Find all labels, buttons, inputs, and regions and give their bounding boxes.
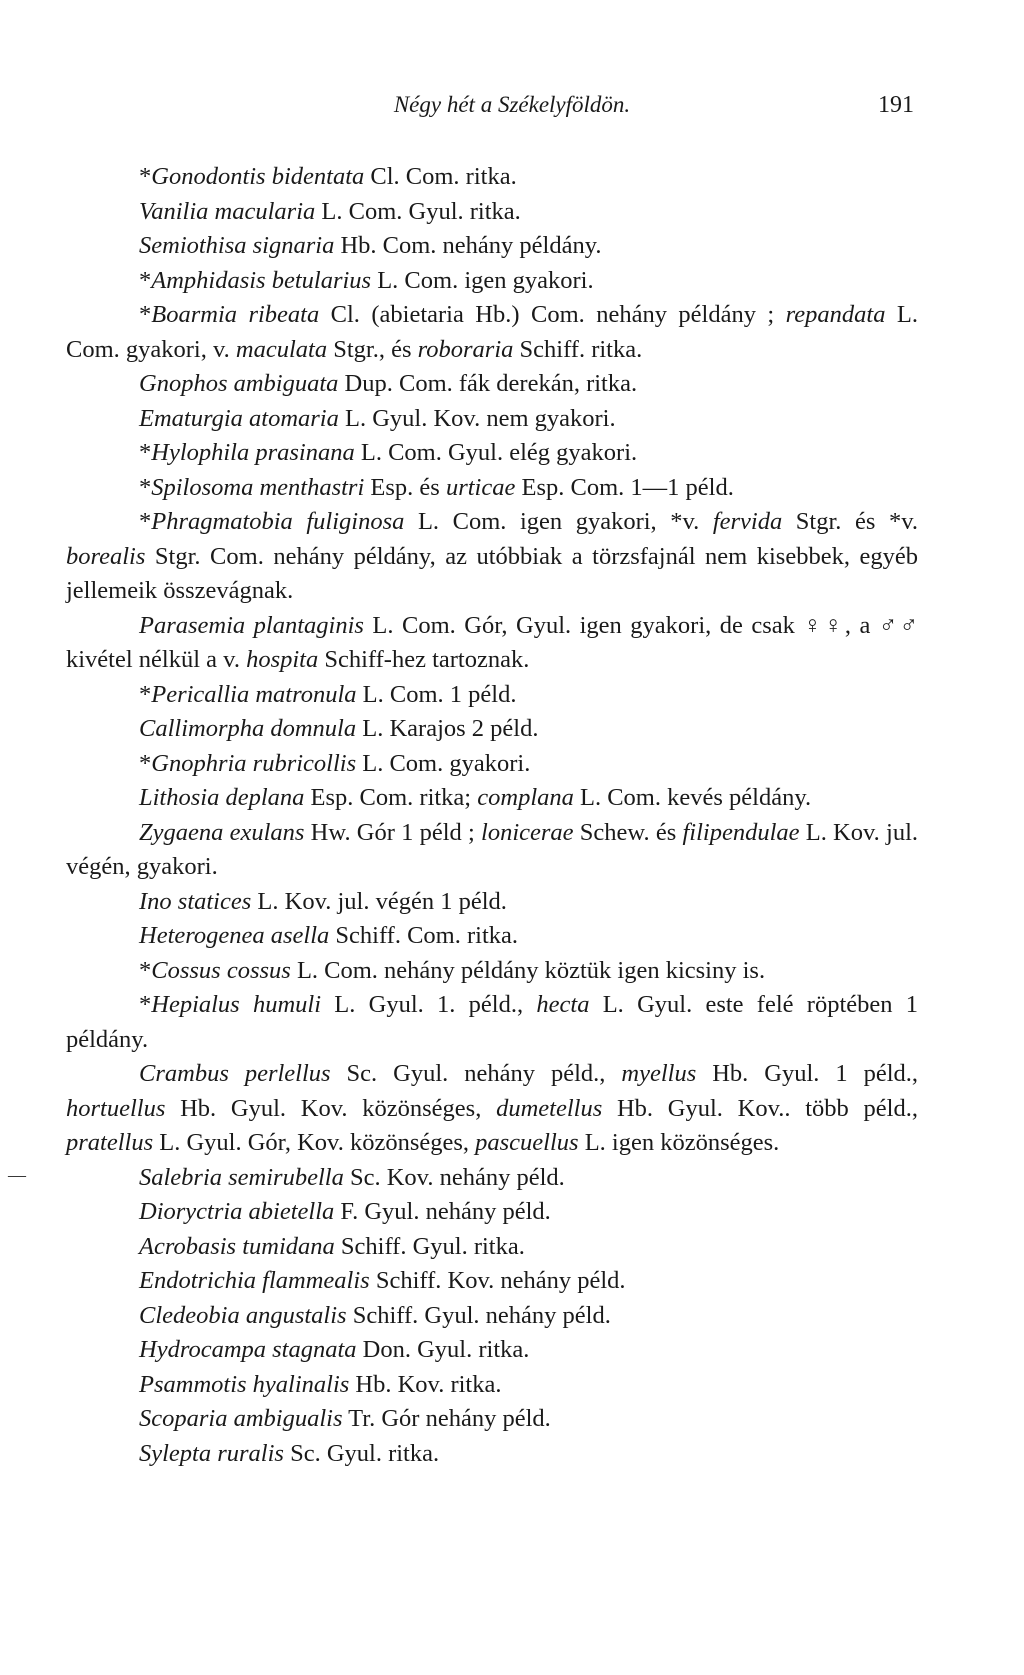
species-name: pascuellus: [475, 1129, 579, 1156]
entry-text: Esp. Com. ritka;: [304, 784, 478, 811]
species-name: Ematurgia atomaria: [139, 404, 339, 432]
species-name: Gnophos ambiguata: [139, 370, 339, 397]
entry-text: L. Com. gyakori, v.: [66, 301, 918, 363]
species-entry: [66, 609, 918, 678]
species-entry: [66, 1368, 918, 1403]
entry-text: L. Com. Gyul. elég gyakori.: [354, 439, 638, 466]
species-name: Amphidasis betularius: [151, 266, 372, 294]
species-name: filipendulae: [682, 818, 800, 846]
species-name: myellus: [621, 1060, 697, 1087]
species-entry: [66, 229, 918, 264]
entry-text: Hw. Gór 1 péld ;: [304, 818, 482, 846]
species-name: repandata: [785, 301, 886, 328]
entry-text: L. Com. igen gyakori, *v.: [404, 508, 713, 535]
species-name: Spilosoma menthastri: [151, 473, 365, 501]
species-entry: [66, 471, 918, 506]
entry-text: L. Com. kevés példány.: [573, 784, 812, 811]
entry-text: Dup. Com. fák derekán, ritka.: [338, 370, 638, 397]
species-name: Heterogenea asella: [139, 922, 330, 949]
entry-text: Hb. Kov. ritka.: [349, 1370, 502, 1398]
entry-text: Cl. (abietaria Hb.) Com. nehány példány ;: [319, 301, 786, 328]
species-name: maculata: [235, 335, 328, 363]
entry-text: Sc. Kov. nehány péld.: [343, 1163, 565, 1191]
entry-text: Stgr. és *v.: [782, 508, 918, 535]
entry-text: L. Gyul. 1. péld.,: [321, 991, 537, 1018]
entry-text: Schiff. Kov. nehány péld.: [369, 1267, 626, 1294]
entry-text: Schiff-hez tartoznak.: [318, 646, 530, 673]
species-name: urticae: [445, 473, 516, 501]
page-header: [0, 92, 1024, 132]
species-name: Salebria semirubella: [139, 1163, 344, 1191]
species-name: Cossus cossus: [151, 956, 291, 984]
entry-text: Schiff. Gyul. ritka.: [334, 1232, 525, 1260]
species-entry: [66, 678, 918, 713]
species-name: Endotrichia flammealis: [139, 1267, 370, 1294]
species-name: Gonodontis bidentata: [151, 163, 365, 190]
entry-text: L. igen közönséges.: [578, 1129, 780, 1156]
entry-text: L. Com. gyakori.: [356, 749, 531, 777]
species-entry: [66, 1161, 918, 1196]
species-entry: [66, 816, 918, 885]
species-name: dumetellus: [496, 1094, 603, 1122]
species-name: Hydrocampa stagnata: [139, 1336, 357, 1363]
asterisk-marker: *: [139, 301, 152, 328]
species-name: Ino statices: [139, 887, 252, 915]
asterisk-marker: *: [139, 991, 152, 1018]
entry-text: Schiff. ritka.: [513, 335, 643, 363]
entry-text: L. Karajos 2 péld.: [356, 715, 539, 742]
species-entry: [66, 264, 918, 299]
species-name: Parasemia plantaginis: [139, 611, 364, 639]
entry-text: Stgr. Com. nehány példány, az utóbbiak a törzsfajnál nem kisebbek, egyéb jellemeik összevágnak.: [66, 542, 918, 604]
entry-text: L. Com. Gór, Gyul. igen gyakori, de csak ♀♀, a ♂♂ kivétel nélkül a v.: [66, 611, 918, 673]
entry-text: Tr. Gór nehány péld.: [342, 1405, 551, 1432]
entry-text: Sc. Gyul. nehány péld.,: [330, 1060, 622, 1087]
entry-text: Cl. Com. ritka.: [364, 163, 517, 190]
species-entry: [66, 1333, 918, 1368]
species-name: Cledeobia angustalis: [139, 1301, 347, 1329]
species-entry: [66, 988, 918, 1057]
species-entry: [66, 505, 918, 609]
species-entry: [66, 367, 918, 402]
species-entry: [66, 1402, 918, 1437]
entry-text: Don. Gyul. ritka.: [356, 1336, 530, 1363]
species-name: Scoparia ambigualis: [139, 1405, 343, 1432]
species-name: hortuellus: [66, 1094, 166, 1122]
species-name: Hylophila prasinana: [151, 439, 355, 466]
species-entry: [66, 747, 918, 782]
species-entry: [66, 195, 918, 230]
margin-pencil-mark: ―: [8, 1165, 26, 1185]
entry-text: Esp. és: [364, 473, 446, 501]
species-entry: [66, 436, 918, 471]
species-name: Zygaena exulans: [139, 818, 305, 846]
species-name: pratellus: [66, 1129, 154, 1156]
species-entry: [66, 712, 918, 747]
species-name: lonicerae: [481, 818, 574, 846]
species-entry: [66, 1195, 918, 1230]
species-name: Pericallia matronula: [151, 680, 357, 708]
asterisk-marker: *: [139, 749, 152, 777]
page-number: 191: [878, 92, 914, 118]
entry-text: L. Kov. jul. végén, gyakori.: [66, 818, 918, 880]
species-name: roboraria: [417, 335, 514, 363]
asterisk-marker: *: [139, 956, 152, 984]
entry-text: Esp. Com. 1—1 péld.: [515, 473, 734, 501]
asterisk-marker: *: [139, 163, 152, 190]
species-name: Callimorpha domnula: [139, 715, 357, 742]
species-name: Acrobasis tumidana: [139, 1232, 335, 1260]
species-name: Gnophria rubricollis: [151, 749, 357, 777]
entry-text: Hb. Com. nehány példány.: [334, 232, 602, 259]
entry-text: L. Kov. jul. végén 1 péld.: [251, 887, 507, 915]
species-name: hospita: [246, 646, 319, 673]
species-entry: [66, 954, 918, 989]
entry-text: L. Com. 1 péld.: [356, 680, 517, 708]
entry-text: F. Gyul. nehány péld.: [334, 1198, 551, 1225]
species-entry: [66, 402, 918, 437]
species-name: fervida: [712, 508, 783, 535]
species-entry: [66, 1230, 918, 1265]
species-name: Vanilia macularia: [139, 197, 316, 225]
asterisk-marker: *: [139, 439, 152, 466]
entry-text: Hb. Gyul. 1 péld.,: [696, 1060, 919, 1087]
asterisk-marker: *: [139, 680, 152, 708]
species-name: Boarmia ribeata: [151, 301, 320, 328]
entry-text: Sc. Gyul. ritka.: [283, 1439, 440, 1467]
species-name: Semiothisa signaria: [139, 232, 335, 259]
asterisk-marker: *: [139, 508, 152, 535]
species-entry: [66, 919, 918, 954]
entry-text: L. Gyul. Gór, Kov. közönséges,: [153, 1129, 476, 1156]
asterisk-marker: *: [139, 266, 152, 294]
entry-text: L. Com. nehány példány köztük igen kicsiny is.: [290, 956, 766, 984]
entry-text: Hb. Gyul. Kov. közönséges,: [165, 1094, 497, 1122]
species-name: Dioryctria abietella: [139, 1198, 335, 1225]
entry-text: L. Gyul. Kov. nem gyakori.: [338, 404, 616, 432]
asterisk-marker: *: [139, 473, 152, 501]
species-name: Hepialus humuli: [151, 991, 322, 1018]
species-entry: [66, 1264, 918, 1299]
species-name: Crambus perlellus: [139, 1060, 331, 1087]
species-entry: [66, 160, 918, 195]
species-entry: [66, 1437, 918, 1472]
species-name: borealis: [66, 542, 146, 570]
species-name: Psammotis hyalinalis: [139, 1370, 350, 1398]
species-list: [66, 160, 918, 1471]
entry-text: Stgr., és: [327, 335, 418, 363]
species-name: Lithosia deplana: [139, 784, 305, 811]
species-name: hecta: [536, 991, 590, 1018]
entry-text: L. Com. igen gyakori.: [371, 266, 594, 294]
entry-text: Schew. és: [573, 818, 683, 846]
entry-text: Hb. Gyul. Kov.. több péld.,: [602, 1094, 918, 1122]
species-entry: [66, 781, 918, 816]
entry-text: L. Com. Gyul. ritka.: [315, 197, 521, 225]
running-title: Négy hét a Székelyföldön.: [393, 92, 631, 117]
species-name: Sylepta ruralis: [139, 1439, 284, 1467]
entry-text: L. Gyul. este felé röptében 1 példány.: [66, 991, 919, 1053]
entry-text: Schiff. Com. ritka.: [329, 922, 519, 949]
entry-text: Schiff. Gyul. nehány péld.: [346, 1301, 611, 1329]
species-name: Phragmatobia fuliginosa: [151, 508, 405, 535]
species-name: complana: [477, 784, 574, 811]
species-entry: [66, 298, 918, 367]
species-entry: [66, 1299, 918, 1334]
species-entry: [66, 1057, 918, 1161]
species-entry: [66, 885, 918, 920]
